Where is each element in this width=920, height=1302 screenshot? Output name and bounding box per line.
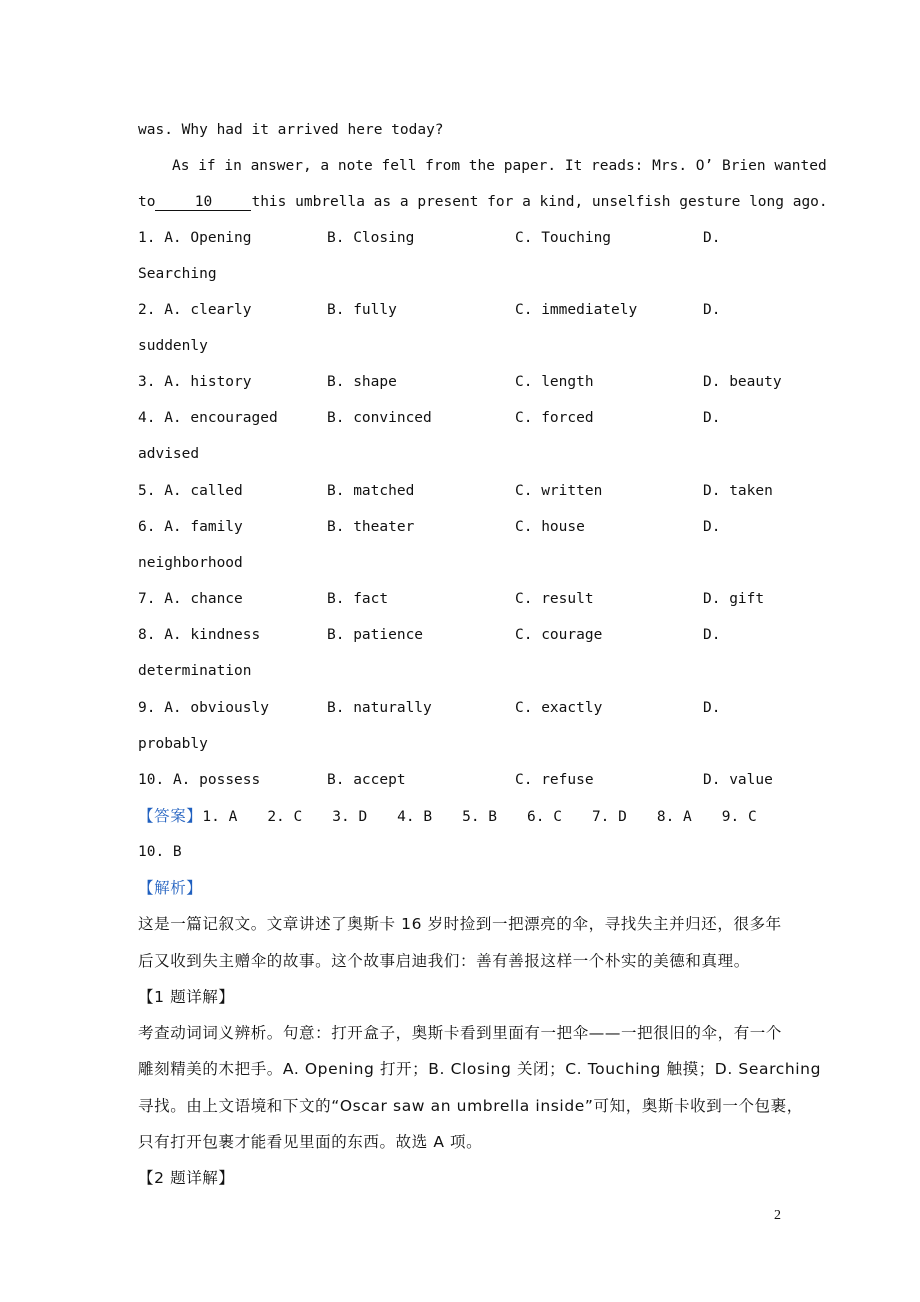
question-9-option-b: B. naturally: [327, 700, 432, 716]
question-3-option-c: C. length: [515, 374, 594, 390]
question-4-option-d: D.: [703, 410, 721, 426]
passage-line-3: [138, 192, 828, 212]
passage-line-3-end: this umbrella as a present for a kind, unselfish gesture long ago.: [251, 194, 828, 210]
question-2-option-b: B. fully: [327, 302, 397, 318]
answer-item: 4. B: [397, 809, 433, 825]
answer-item: 1. A: [202, 809, 238, 825]
question-10-option-a: 10. A. possess: [138, 772, 261, 788]
analysis-line-2: 后又收到失主赠伞的故事。这个故事启迪我们：善有善报这样一个朴实的美德和真理。: [138, 952, 750, 970]
question-8-option-a: 8. A. kindness: [138, 627, 261, 643]
answer-item: 2. C: [267, 809, 303, 825]
question-10-option-d: D. value: [703, 772, 773, 788]
question-1-option-d: D.: [703, 230, 721, 246]
question-6-option-d-word: neighborhood: [138, 555, 243, 571]
answer-item: 8. A: [656, 809, 692, 825]
question-4-option-c: C. forced: [515, 410, 594, 426]
question-9-option-d: D.: [703, 700, 721, 716]
analysis-label: 【解析】: [138, 879, 203, 897]
q2-detail-heading: 【2 题详解】: [138, 1169, 235, 1187]
q1-detail-heading: 【1 题详解】: [138, 988, 235, 1006]
q1-detail-line-4: 只有打开包裹才能看见里面的东西。故选 A 项。: [138, 1133, 483, 1151]
question-8-option-d: D.: [703, 627, 721, 643]
question-9-option-a: 9. A. obviously: [138, 700, 269, 716]
question-7-option-c: C. result: [515, 591, 594, 607]
answer-last: 10. B: [138, 844, 182, 860]
q1-detail-line-2: 雕刻精美的木把手。A. Opening 打开；B. Closing 关闭；C. Touching 触摸；D. Searching: [138, 1060, 822, 1078]
question-1-option-d-word: Searching: [138, 266, 217, 282]
question-8-option-c: C. courage: [515, 627, 603, 643]
question-7-option-d: D. gift: [703, 591, 765, 607]
answer-item: 6. C: [527, 809, 562, 825]
q1-detail-line-1: 考查动词词义辨析。句意：打开盒子，奥斯卡看到里面有一把伞——一把很旧的伞，有一个: [138, 1024, 783, 1042]
answer-line: [138, 806, 757, 827]
answer-item: 5. B: [462, 809, 498, 825]
question-9-option-d-word: probably: [138, 736, 208, 752]
question-3-option-d: D. beauty: [703, 374, 782, 390]
passage-blank: 10: [155, 194, 251, 211]
question-6-option-a: 6. A. family: [138, 519, 243, 535]
question-7-option-a: 7. A. chance: [138, 591, 243, 607]
question-6-option-d: D.: [703, 519, 721, 535]
question-7-option-b: B. fact: [327, 591, 389, 607]
passage-line-1: was. Why had it arrived here today?: [138, 122, 444, 138]
question-8-option-b: B. patience: [327, 627, 424, 643]
passage-line-3-start: to: [138, 194, 156, 210]
question-1-option-a: 1. A. Opening: [138, 230, 252, 246]
question-10-option-b: B. accept: [327, 772, 406, 788]
question-4-option-d-word: advised: [138, 446, 200, 462]
question-5-option-d: D. taken: [703, 483, 773, 499]
question-2-option-a: 2. A. clearly: [138, 302, 252, 318]
answer-item: 9. C: [721, 809, 757, 825]
question-8-option-d-word: determination: [138, 663, 252, 679]
question-2-option-c: C. immediately: [515, 302, 638, 318]
passage-line-2: As if in answer, a note fell from the paper. It reads: Mrs. O’ Brien wanted: [172, 158, 827, 174]
question-1-option-c: C. Touching: [515, 230, 612, 246]
question-4-option-a: 4. A. encouraged: [138, 410, 278, 426]
page-number: 2: [774, 1208, 781, 1223]
question-3-option-a: 3. A. history: [138, 374, 252, 390]
question-5-option-b: B. matched: [327, 483, 415, 499]
question-5-option-c: C. written: [515, 483, 603, 499]
question-1-option-b: B. Closing: [327, 230, 415, 246]
question-4-option-b: B. convinced: [327, 410, 432, 426]
q1-detail-line-3: 寻找。由上文语境和下文的“Oscar saw an umbrella inside”可知，奥斯卡收到一个包裹，: [138, 1097, 803, 1115]
answer-item: 3. D: [332, 809, 368, 825]
question-6-option-b: B. theater: [327, 519, 415, 535]
answer-label: 【答案】: [138, 807, 203, 825]
analysis-line-1: 这是一篇记叙文。文章讲述了奥斯卡 16 岁时捡到一把漂亮的伞，寻找失主并归还，很多年: [138, 915, 782, 933]
question-2-option-d: D.: [703, 302, 721, 318]
question-10-option-c: C. refuse: [515, 772, 594, 788]
answer-item: 7. D: [591, 809, 627, 825]
question-5-option-a: 5. A. called: [138, 483, 243, 499]
question-9-option-c: C. exactly: [515, 700, 603, 716]
question-2-option-d-word: suddenly: [138, 338, 208, 354]
question-6-option-c: C. house: [515, 519, 585, 535]
question-3-option-b: B. shape: [327, 374, 397, 390]
